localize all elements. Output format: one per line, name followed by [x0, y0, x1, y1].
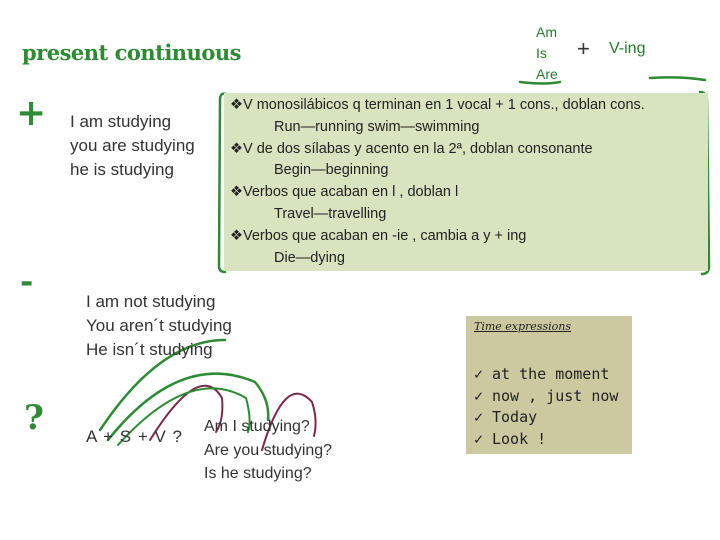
- rule-line: [230, 139, 645, 161]
- question-formula: A + S + V ?: [86, 427, 184, 446]
- affirmative-line: I am studying: [70, 112, 172, 131]
- list-item: [474, 407, 618, 429]
- structure-plus: +: [577, 36, 590, 61]
- rule-example: Travel—travelling: [274, 205, 387, 222]
- positive-sign: +: [16, 92, 47, 134]
- list-item: [474, 429, 618, 451]
- list-item: [474, 386, 618, 408]
- rule-text: V monosilábicos q terminan en 1 vocal + 1 cons., doblan cons.: [243, 97, 645, 113]
- affirmative-line: he is studying: [70, 160, 174, 179]
- rule-text: Verbos que acaban en -ie , cambia a y + ing: [243, 227, 527, 244]
- diamond-bullet-icon: ❖: [230, 227, 243, 244]
- time-expressions-list: [474, 364, 618, 450]
- question-examples: [204, 415, 332, 486]
- aux-are: Are: [536, 66, 558, 82]
- time-expression: Look !: [492, 429, 547, 448]
- checkmark-icon: ✓: [474, 386, 484, 405]
- aux-am: Am: [536, 24, 557, 40]
- list-item: [474, 364, 618, 386]
- time-expression: Today: [492, 408, 538, 426]
- time-expression: now , just now: [492, 386, 619, 405]
- rule-example: Begin—beginning: [274, 162, 389, 179]
- checkmark-icon: ✓: [474, 429, 484, 448]
- negative-line: He isn´t studying: [86, 340, 213, 359]
- affirmative-examples: [70, 110, 195, 182]
- question-line: Are you studying?: [204, 441, 333, 459]
- ving-underline: [650, 77, 705, 80]
- time-expression: at the moment: [492, 365, 610, 383]
- page-title: present continuous: [22, 40, 241, 65]
- checkmark-icon: ✓: [474, 408, 484, 426]
- rule-text: Verbos que acaban en l , doblan l: [243, 184, 459, 201]
- time-expressions-title: Time expressions: [474, 320, 571, 333]
- aux-underline: [520, 82, 560, 84]
- negative-line: I am not studying: [86, 292, 216, 311]
- diamond-bullet-icon: ❖: [230, 184, 243, 201]
- affirmative-line: you are studying: [70, 136, 195, 155]
- question-line: Is he studying?: [204, 465, 312, 482]
- negative-examples: [86, 290, 232, 362]
- rule-example: Run—running swim—swimming: [274, 118, 480, 135]
- negative-sign: -: [20, 262, 34, 300]
- rule-line: [230, 226, 645, 248]
- negative-line: You aren´t studying: [86, 316, 232, 335]
- question-line: Am I studying?: [204, 418, 310, 435]
- rule-line: [230, 95, 645, 117]
- diamond-bullet-icon: ❖: [230, 140, 243, 157]
- rule-example: Die—dying: [274, 249, 345, 266]
- rule-line: [230, 182, 645, 204]
- rule-text: V de dos sílabas y acento en la 2ª, doblan consonante: [243, 140, 593, 157]
- question-sign: ?: [24, 398, 44, 438]
- diamond-bullet-icon: ❖: [230, 97, 243, 113]
- checkmark-icon: ✓: [474, 365, 484, 383]
- spelling-rules: [230, 95, 645, 269]
- verb-ing: V-ing: [609, 40, 646, 57]
- aux-is: Is: [536, 45, 547, 61]
